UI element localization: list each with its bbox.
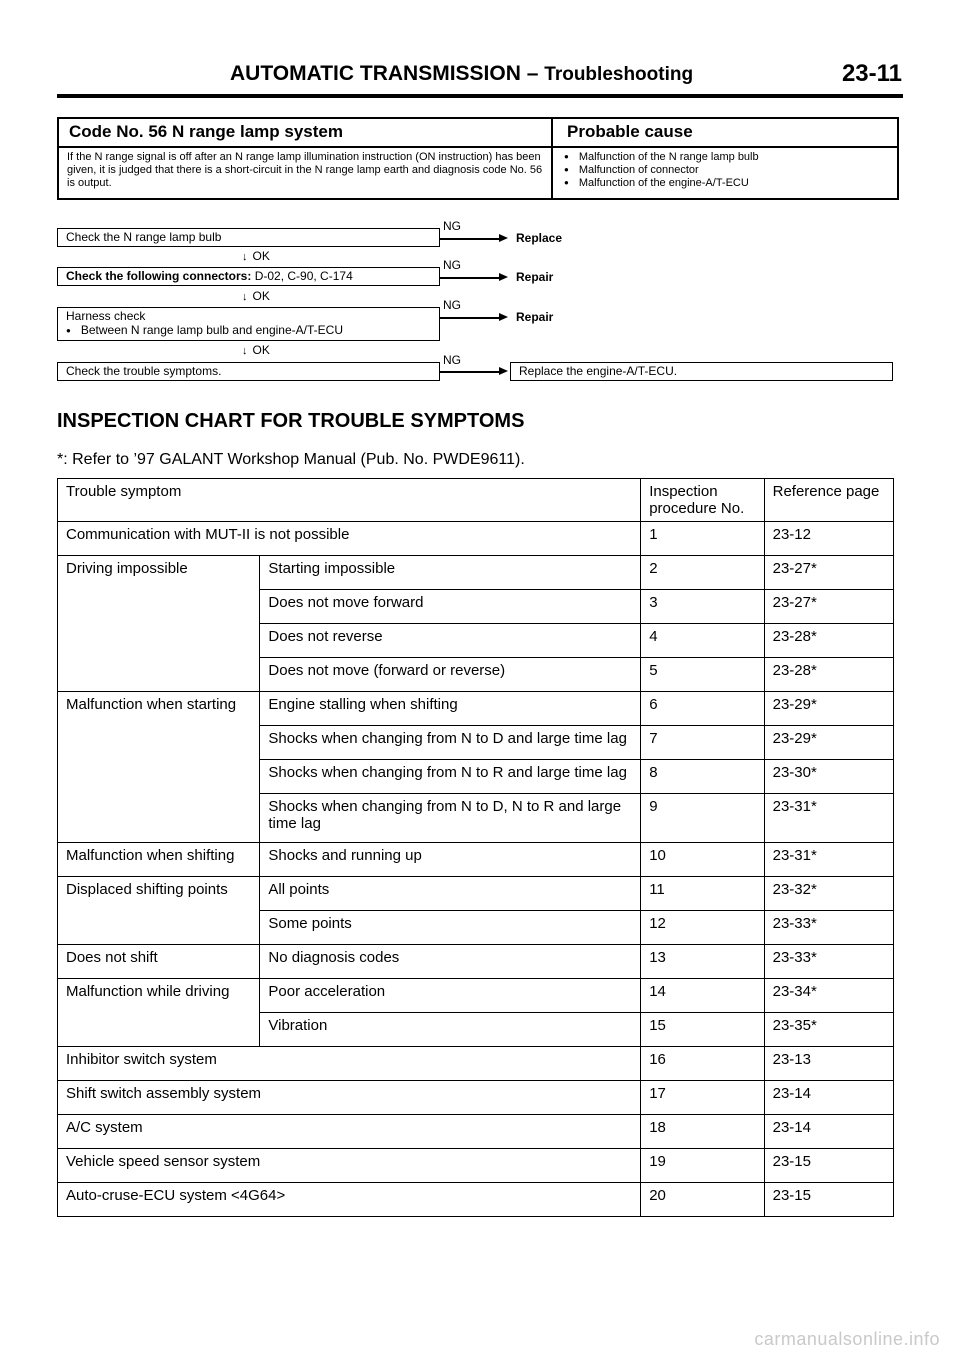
symptom-group-cell (58, 760, 260, 794)
cause-item: ● Malfunction of connector (564, 164, 759, 177)
symptom-group-cell: Malfunction when starting (58, 692, 260, 726)
table-row (58, 1013, 894, 1047)
table-row (58, 1115, 894, 1149)
code-description-box (57, 117, 899, 200)
symptom-group-cell: Malfunction when shifting (58, 843, 260, 877)
procedure-number-cell: 5 (641, 658, 764, 692)
symptom-cell: Shocks and running up (260, 843, 641, 877)
page-number: 23-11 (841, 60, 902, 87)
ok-label: ↓ OK (242, 249, 270, 263)
procedure-number-cell: 14 (641, 979, 764, 1013)
symptom-group-cell: Driving impossible (58, 556, 260, 590)
action-replace: Replace (516, 231, 563, 245)
procedure-number-cell: 15 (641, 1013, 764, 1047)
table-row (58, 658, 894, 692)
ng-label: NG (443, 298, 461, 312)
ng-label: NG (443, 258, 461, 272)
symptom-cell: Shocks when changing from N to R and large time lag (260, 760, 641, 794)
procedure-number-cell: 2 (641, 556, 764, 590)
table-row (58, 877, 894, 911)
symptom-cell: Does not reverse (260, 624, 641, 658)
symptom-cell: Inhibitor switch system (58, 1047, 641, 1081)
table-row (58, 556, 894, 590)
reference-page-cell: 23-14 (764, 1081, 893, 1115)
flow-step-harness-check: Harness check ● Between N range lamp bulb and engine-A/T-ECU (57, 307, 440, 341)
reference-page-cell: 23-35* (764, 1013, 893, 1047)
table-row (58, 794, 894, 843)
procedure-number-cell: 4 (641, 624, 764, 658)
arrow-right-icon (499, 367, 508, 375)
reference-page-cell: 23-33* (764, 911, 893, 945)
symptom-group-cell: Malfunction while driving (58, 979, 260, 1013)
symptom-group-cell (58, 1013, 260, 1047)
reference-page-cell: 23-14 (764, 1115, 893, 1149)
reference-page-cell: 23-27* (764, 556, 893, 590)
symptom-cell: All points (260, 877, 641, 911)
flow-action-replace-ecu: Replace the engine-A/T-ECU. (510, 362, 893, 381)
arrow-right-icon (499, 313, 508, 321)
table-row (58, 843, 894, 877)
reference-page-cell: 23-30* (764, 760, 893, 794)
header-inspection-procedure: Inspection procedure No. (641, 479, 764, 522)
symptom-cell: Shift switch assembly system (58, 1081, 641, 1115)
procedure-number-cell: 18 (641, 1115, 764, 1149)
procedure-number-cell: 3 (641, 590, 764, 624)
code-title: Code No. 56 N range lamp system (69, 122, 343, 141)
ng-label: NG (443, 219, 461, 233)
procedure-number-cell: 10 (641, 843, 764, 877)
symptom-cell: Some points (260, 911, 641, 945)
table-row (58, 624, 894, 658)
table-row (58, 1047, 894, 1081)
procedure-number-cell: 7 (641, 726, 764, 760)
arrow-right-icon (499, 234, 508, 242)
reference-page-cell: 23-31* (764, 794, 893, 843)
reference-page-cell: 23-34* (764, 979, 893, 1013)
symptom-group-cell (58, 590, 260, 624)
reference-page-cell: 23-29* (764, 692, 893, 726)
procedure-number-cell: 1 (641, 522, 764, 556)
probable-cause-title: Probable cause (567, 122, 693, 141)
reference-page-cell: 23-33* (764, 945, 893, 979)
table-row (58, 522, 894, 556)
header-reference-page: Reference page (764, 479, 893, 522)
inspection-chart-title: INSPECTION CHART FOR TROUBLE SYMPTOMS (57, 410, 525, 432)
symptom-cell: Shocks when changing from N to D, N to R and large time lag (260, 794, 641, 843)
procedure-number-cell: 8 (641, 760, 764, 794)
table-row (58, 726, 894, 760)
table-row (58, 1183, 894, 1217)
procedure-number-cell: 12 (641, 911, 764, 945)
ng-label: NG (443, 353, 461, 367)
ok-label: ↓ OK (242, 343, 270, 357)
symptom-cell: No diagnosis codes (260, 945, 641, 979)
reference-page-cell: 23-13 (764, 1047, 893, 1081)
table-row (58, 945, 894, 979)
symptom-group-cell (58, 658, 260, 692)
table-row (58, 979, 894, 1013)
symptom-group-cell (58, 624, 260, 658)
table-row (58, 760, 894, 794)
table-row (58, 1081, 894, 1115)
reference-page-cell: 23-28* (764, 624, 893, 658)
procedure-number-cell: 19 (641, 1149, 764, 1183)
cause-item: ● Malfunction of the N range lamp bulb (564, 151, 759, 164)
procedure-number-cell: 17 (641, 1081, 764, 1115)
procedure-number-cell: 9 (641, 794, 764, 843)
header-dash: – (526, 62, 539, 85)
flow-step-connectors: Check the following connectors: D-02, C-90, C-174 (57, 267, 440, 286)
reference-page-cell: 23-32* (764, 877, 893, 911)
cause-item: ● Malfunction of the engine-A/T-ECU (564, 177, 759, 190)
reference-note: *: Refer to ’97 GALANT Workshop Manual (Pub. No. PWDE9611). (57, 451, 525, 468)
reference-page-cell: 23-31* (764, 843, 893, 877)
table-row (58, 692, 894, 726)
table-row (58, 1149, 894, 1183)
symptom-group-cell (58, 726, 260, 760)
symptom-cell: Vibration (260, 1013, 641, 1047)
flow-step-lamp-bulb: Check the N range lamp bulb (57, 228, 440, 247)
procedure-number-cell: 11 (641, 877, 764, 911)
header-rule (57, 94, 903, 98)
procedure-number-cell: 13 (641, 945, 764, 979)
procedure-number-cell: 20 (641, 1183, 764, 1217)
symptom-cell: Poor acceleration (260, 979, 641, 1013)
action-repair: Repair (516, 270, 554, 284)
inspection-chart-table (57, 478, 894, 1217)
table-row (58, 911, 894, 945)
page-header-title (230, 62, 693, 86)
bullet-icon: ● (66, 326, 71, 335)
symptom-group-cell (58, 794, 260, 843)
ok-label: ↓ OK (242, 289, 270, 303)
symptom-group-cell: Displaced shifting points (58, 877, 260, 911)
arrow-right-icon (499, 273, 508, 281)
code-description: If the N range signal is off after an N range lamp illumination instruction (ON instruction) has been given, it is judged that there is a short-circuit in the N range lamp earth and diagnosis code No. 56 is output. (67, 151, 543, 189)
reference-page-cell: 23-15 (764, 1149, 893, 1183)
section-title: AUTOMATIC TRANSMISSION (230, 62, 521, 85)
subsection-title: Troubleshooting (544, 64, 694, 85)
watermark: carmanualsonline.info (754, 1329, 940, 1349)
symptom-group-cell (58, 911, 260, 945)
symptom-cell: Auto-cruse-ECU system <4G64> (58, 1183, 641, 1217)
probable-cause-list (564, 151, 759, 190)
symptom-group-cell: Does not shift (58, 945, 260, 979)
table-row (58, 590, 894, 624)
action-repair: Repair (516, 310, 554, 324)
table-header-row (58, 479, 894, 522)
symptom-cell: Communication with MUT-II is not possible (58, 522, 641, 556)
flow-step-trouble-symptoms: Check the trouble symptoms. (57, 362, 440, 381)
reference-page-cell: 23-15 (764, 1183, 893, 1217)
symptom-cell: Shocks when changing from N to D and large time lag (260, 726, 641, 760)
symptom-cell: A/C system (58, 1115, 641, 1149)
symptom-cell: Does not move forward (260, 590, 641, 624)
header-trouble-symptom: Trouble symptom (58, 479, 641, 522)
procedure-number-cell: 6 (641, 692, 764, 726)
symptom-cell: Vehicle speed sensor system (58, 1149, 641, 1183)
symptom-cell: Engine stalling when shifting (260, 692, 641, 726)
reference-page-cell: 23-12 (764, 522, 893, 556)
reference-page-cell: 23-28* (764, 658, 893, 692)
symptom-cell: Does not move (forward or reverse) (260, 658, 641, 692)
procedure-number-cell: 16 (641, 1047, 764, 1081)
reference-page-cell: 23-27* (764, 590, 893, 624)
reference-page-cell: 23-29* (764, 726, 893, 760)
symptom-cell: Starting impossible (260, 556, 641, 590)
